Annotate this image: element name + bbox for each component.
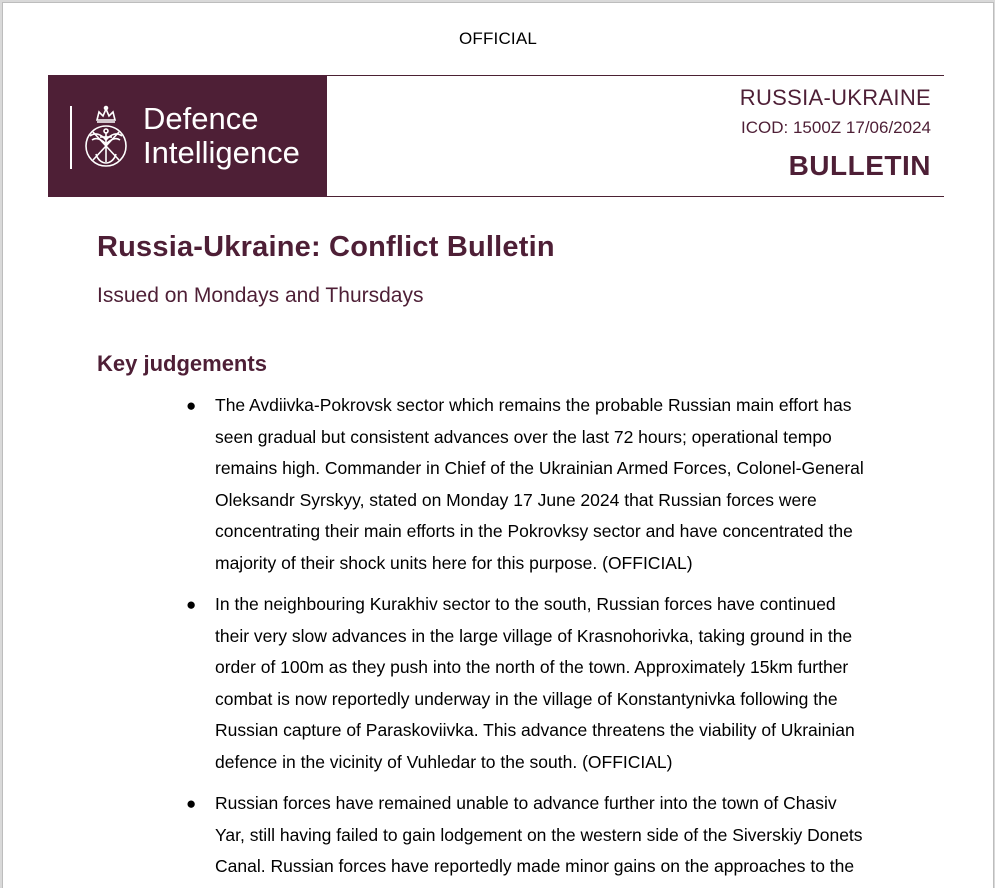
logo-line-1: Defence [143, 100, 259, 136]
text-line: concentrating their main efforts in the Pokrovksy sector and have concentrated the [215, 521, 853, 541]
icod-timestamp: ICOD: 1500Z 17/06/2024 [741, 118, 931, 137]
list-item [186, 589, 915, 778]
text-line: seen gradual but consistent advances over the last 72 hours; operational tempo [215, 426, 832, 447]
document-type-label: BULLETIN [788, 150, 931, 181]
crest-icon [81, 104, 131, 172]
text-line: Russian capture of Paraskoviivka. This advance threatens the viability of Ukrainian [215, 720, 855, 740]
header-meta [740, 85, 931, 182]
list-item [186, 788, 915, 883]
logo-line-2: Intelligence [143, 134, 300, 170]
text-line: order of 100m as they push into the north of the town. Approximately 15km further [215, 657, 849, 677]
logo-wordmark [143, 102, 300, 170]
classification-marking: OFFICIAL [458, 29, 538, 48]
defence-intelligence-logo [48, 75, 327, 197]
header-banner [48, 75, 944, 197]
text-line: remains high. Commander in Chief of the Ukrainian Armed Forces, Colonel-General [215, 458, 864, 478]
text-line: In the neighbouring Kurakhiv sector to the south, Russian forces have continued [215, 594, 836, 614]
document-page [2, 2, 994, 888]
text-line: defence in the vicinity of Vuhledar to the south. (OFFICIAL) [215, 751, 673, 772]
region-label: RUSSIA-UKRAINE [739, 85, 931, 110]
bullet-icon: ● [186, 794, 197, 813]
section-heading-key-judgements: Key judgements [97, 351, 267, 376]
bullet-icon: ● [186, 595, 197, 614]
logo-divider [70, 106, 72, 169]
text-line: combat is now reportedly underway in the village of Konstantynivka following the [215, 688, 838, 709]
text-line: The Avdiivka-Pokrovsk sector which remains the probable Russian main effort has [215, 395, 852, 415]
text-line: Canal. Russian forces have reportedly made minor gains on the approaches to the [215, 856, 855, 876]
page-subtitle: Issued on Mondays and Thursdays [97, 284, 424, 307]
page-title: Russia-Ukraine: Conflict Bulletin [97, 231, 555, 263]
bullet-icon: ● [186, 396, 197, 415]
key-judgements-list [186, 390, 915, 888]
text-line: Oleksandr Syrskyy, stated on Monday 17 June 2024 that Russian forces were [215, 489, 817, 510]
text-line: their very slow advances in the large village of Krasnohorivka, taking ground in the [215, 625, 853, 646]
text-line: Yar, still having failed to gain lodgement on the western side of the Siverskiy Donets [215, 824, 863, 845]
list-item [186, 390, 915, 579]
text-line: Russian forces have remained unable to advance further into the town of Chasiv [215, 793, 837, 813]
text-line: majority of their shock units here for this purpose. (OFFICIAL) [215, 552, 693, 573]
